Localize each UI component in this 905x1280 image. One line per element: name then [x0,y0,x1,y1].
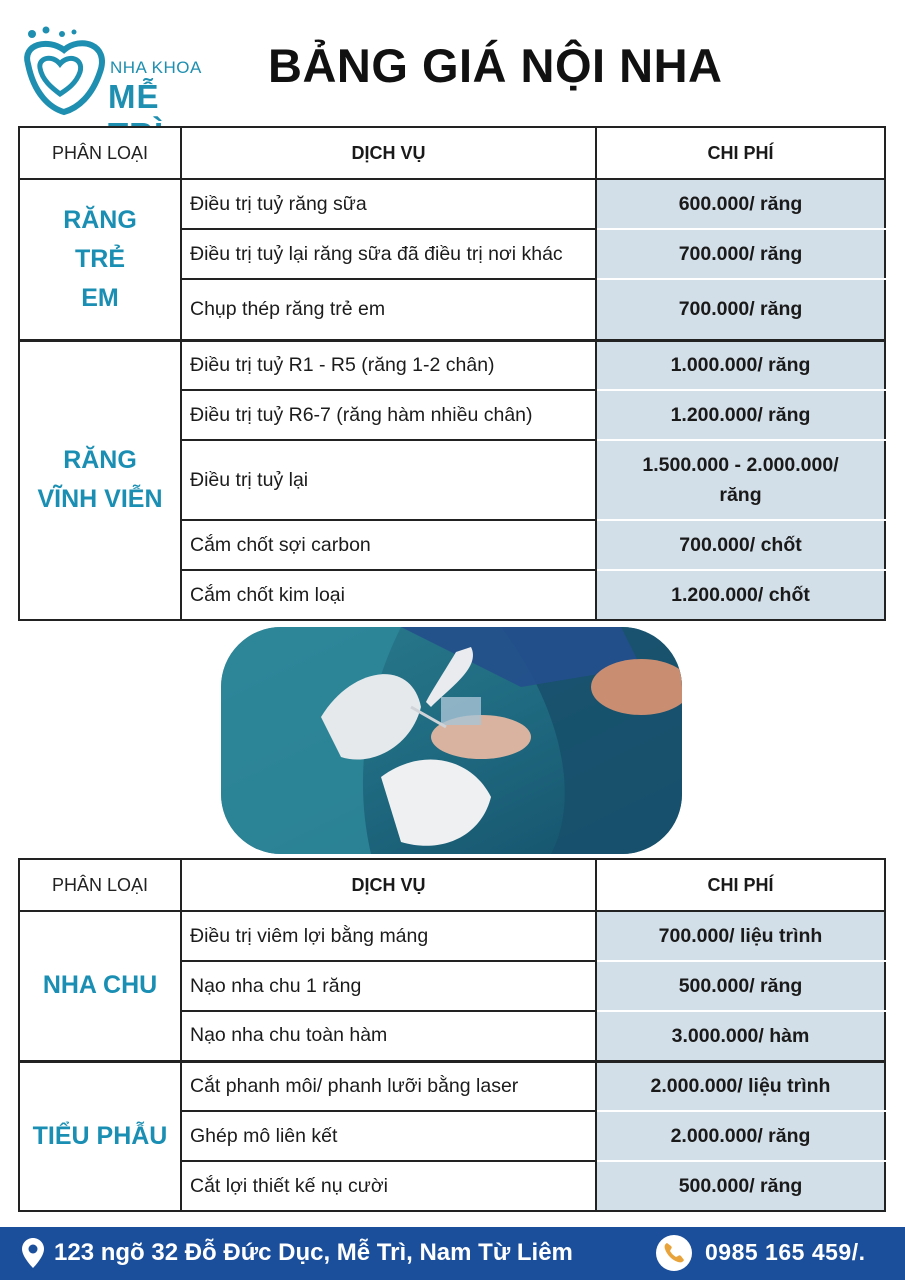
category-label: VĨNH VIỄN [37,485,163,514]
service-cell: Điều trị tuỷ R1 - R5 (răng 1-2 chân) [181,340,596,390]
dental-procedure-photo [221,627,682,854]
price-cell: 3.000.000/ hàm [596,1011,885,1061]
service-cell: Điều trị tuỷ R6-7 (răng hàm nhiều chân) [181,390,596,440]
category-cell [19,179,181,340]
service-cell: Cắm chốt kim loại [181,570,596,620]
price-line: răng [719,484,762,506]
price-cell: 600.000/ răng [596,179,885,229]
price-line: 1.500.000 - 2.000.000/ [642,454,839,476]
table-header-row [19,859,885,911]
header-price: CHI PHÍ [596,859,885,911]
category-label: EM [81,283,119,312]
service-cell: Điều trị tuỷ răng sữa [181,179,596,229]
service-cell: Nạo nha chu toàn hàm [181,1011,596,1061]
category-label: NHA CHU [42,971,158,1000]
price-cell: 1.000.000/ răng [596,340,885,390]
category-cell [19,1061,181,1211]
service-cell: Cắm chốt sợi carbon [181,520,596,570]
footer-phone[interactable]: 0985 165 459/. [705,1239,866,1265]
table-row [19,340,885,390]
category-cell [19,911,181,1061]
header-service: DỊCH VỤ [181,127,596,179]
service-cell: Chụp thép răng trẻ em [181,279,596,340]
price-cell: 2.000.000/ răng [596,1111,885,1161]
category-label: RĂNG [63,446,137,475]
brand-line1: NHA KHOA [110,58,202,77]
service-cell: Điều trị viêm lợi bằng máng [181,911,596,961]
price-cell: 700.000/ răng [596,229,885,279]
tooth-heart-icon [18,24,118,118]
service-cell: Nạo nha chu 1 răng [181,961,596,1011]
price-table-periodontics [18,858,886,1212]
footer-address: 123 ngõ 32 Đỗ Đức Dục, Mễ Trì, Nam Từ Liêm [54,1239,573,1266]
category-label: TRẺ [75,244,125,273]
page-title: BẢNG GIÁ NỘI NHA [268,39,723,92]
category-label: RĂNG [63,205,137,234]
clinic-logo [18,24,218,118]
price-cell: 700.000/ liệu trình [596,911,885,961]
price-cell: 1.200.000/ chốt [596,570,885,620]
header-service: DỊCH VỤ [181,859,596,911]
price-cell: 1.200.000/ răng [596,390,885,440]
brand-line2: MỄ [108,78,160,115]
service-cell: Điều trị tuỷ lại [181,440,596,520]
header-price: CHI PHÍ [596,127,885,179]
price-cell: 2.000.000/ liệu trình [596,1061,885,1111]
table-row [19,911,885,961]
table-row [19,179,885,229]
header-category: PHÂN LOẠI [19,127,181,179]
phone-icon [656,1235,692,1271]
header-category: PHÂN LOẠI [19,859,181,911]
footer-bar [0,1227,905,1280]
service-cell: Cắt phanh môi/ phanh lưỡi bằng laser [181,1061,596,1111]
price-cell: 700.000/ răng [596,279,885,340]
category-cell [19,340,181,620]
price-cell: 500.000/ răng [596,961,885,1011]
table-header-row [19,127,885,179]
category-label: TIỂU PHẪU [32,1121,168,1150]
location-pin-icon [22,1238,44,1268]
price-cell [596,440,885,520]
price-cell: 700.000/ chốt [596,520,885,570]
service-cell: Cắt lợi thiết kế nụ cười [181,1161,596,1211]
price-table-endodontics [18,126,886,621]
table-row [19,1061,885,1111]
service-cell: Điều trị tuỷ lại răng sữa đã điều trị nơi khác [181,229,596,279]
price-cell: 500.000/ răng [596,1161,885,1211]
service-cell: Ghép mô liên kết [181,1111,596,1161]
